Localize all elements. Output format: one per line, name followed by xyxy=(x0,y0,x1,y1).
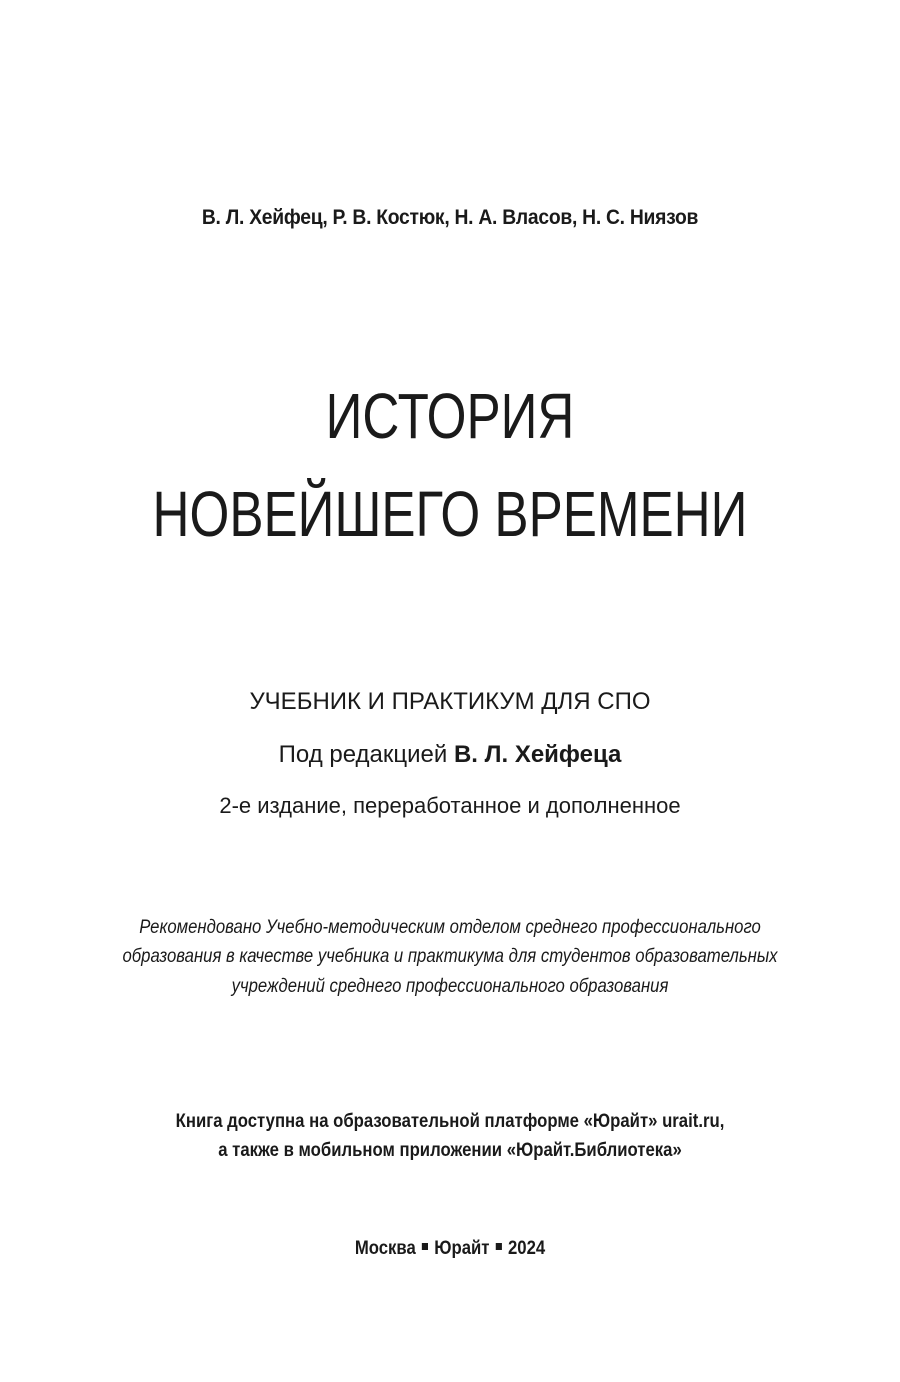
separator-square-icon xyxy=(422,1243,428,1250)
recommendation-line-3: учреждений среднего профессионального образования xyxy=(231,976,669,997)
availability-line-1: Книга доступна на образовательной платформе «Юрайт» urait.ru, xyxy=(175,1111,725,1132)
editor-line xyxy=(0,741,900,769)
availability-line-2: а также в мобильном приложении «Юрайт.Библиотека» xyxy=(218,1140,682,1161)
book-title-line-1: ИСТОРИЯ xyxy=(325,380,575,452)
imprint xyxy=(54,1238,846,1260)
authors: В. Л. Хейфец, Р. В. Костюк, Н. А. Власов, Н. С. Ниязов xyxy=(201,206,699,229)
recommendation-line-2: образования в качестве учебника и практикума для студентов образовательных xyxy=(122,946,778,967)
separator-square-icon xyxy=(496,1243,502,1250)
editor-prefix: Под редакцией xyxy=(278,741,454,768)
imprint-year: 2024 xyxy=(507,1238,546,1259)
imprint-publisher: Юрайт xyxy=(434,1238,490,1259)
imprint-city: Москва xyxy=(354,1238,416,1259)
recommendation-line-1: Рекомендовано Учебно-методическим отделом среднего профессионального xyxy=(139,917,761,938)
edition-info: 2-е издание, переработанное и дополненное xyxy=(219,793,681,818)
book-subtitle: УЧЕБНИК И ПРАКТИКУМ ДЛЯ СПО xyxy=(249,688,651,715)
editor-name: В. Л. Хейфеца xyxy=(453,741,622,768)
book-title-line-2: НОВЕЙШЕГО ВРЕМЕНИ xyxy=(152,478,748,550)
